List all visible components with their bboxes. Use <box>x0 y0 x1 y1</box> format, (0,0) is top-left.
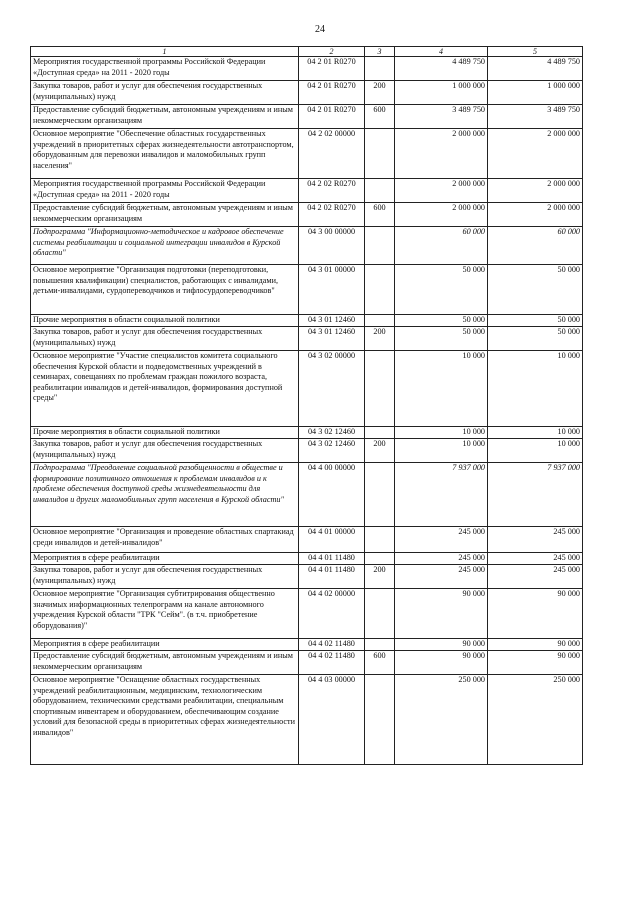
row-type-cell <box>365 351 395 427</box>
row-type-cell <box>365 315 395 327</box>
row-name-cell: Предоставление субсидий бюджетным, автономным учреждениям и иным некоммерческим организациям <box>31 651 299 675</box>
row-name-cell: Мероприятия в сфере реабилитации <box>31 639 299 651</box>
row-code-cell: 04 2 01 R0270 <box>299 105 365 129</box>
row-value-col4-cell: 60 000 <box>395 227 488 265</box>
table-row <box>31 589 583 639</box>
row-code-cell: 04 2 01 R0270 <box>299 57 365 81</box>
row-code-cell: 04 3 01 00000 <box>299 265 365 315</box>
row-code-cell: 04 4 02 11480 <box>299 651 365 675</box>
row-value-col5-cell: 2 000 000 <box>488 179 583 203</box>
table-row <box>31 203 583 227</box>
row-name-cell: Основное мероприятие "Организация и проведение областных спартакиад среди инвалидов и детей-инвалидов" <box>31 527 299 553</box>
table-row <box>31 315 583 327</box>
row-value-col4-cell: 245 000 <box>395 527 488 553</box>
row-value-col4-cell: 250 000 <box>395 675 488 765</box>
row-type-cell <box>365 589 395 639</box>
table-row <box>31 675 583 765</box>
row-name-cell: Мероприятия в сфере реабилитации <box>31 553 299 565</box>
row-value-col4-cell: 3 489 750 <box>395 105 488 129</box>
table-body <box>31 57 583 765</box>
row-name-cell: Прочие мероприятия в области социальной политики <box>31 427 299 439</box>
row-value-col4-cell: 10 000 <box>395 439 488 463</box>
row-value-col5-cell: 50 000 <box>488 327 583 351</box>
row-type-cell <box>365 639 395 651</box>
row-type-cell: 200 <box>365 439 395 463</box>
row-value-col5-cell: 50 000 <box>488 265 583 315</box>
row-value-col5-cell: 90 000 <box>488 651 583 675</box>
row-code-cell: 04 4 01 00000 <box>299 527 365 553</box>
row-name-cell: Мероприятия государственной программы Российской Федерации «Доступная среда» на 2011 - 2020 годы <box>31 57 299 81</box>
row-name-cell: Основное мероприятие "Участие специалистов комитета социального обеспечения Курской области и подведомственных учреждений в семинарах, совещаниях по проблемам граждан пожилого возраста, реабилитации инвалидов и детей-инвалидов, формирования доступной среды" <box>31 351 299 427</box>
row-type-cell: 200 <box>365 565 395 589</box>
row-value-col5-cell: 250 000 <box>488 675 583 765</box>
row-name-cell: Закупка товаров, работ и услуг для обеспечения государственных (муниципальных) нужд <box>31 327 299 351</box>
row-value-col5-cell: 245 000 <box>488 553 583 565</box>
row-value-col5-cell: 90 000 <box>488 589 583 639</box>
row-value-col5-cell: 2 000 000 <box>488 203 583 227</box>
row-name-cell: Закупка товаров, работ и услуг для обеспечения государственных (муниципальных) нужд <box>31 439 299 463</box>
row-type-cell <box>365 265 395 315</box>
table-row <box>31 439 583 463</box>
row-code-cell: 04 4 03 00000 <box>299 675 365 765</box>
row-value-col4-cell: 1 000 000 <box>395 81 488 105</box>
row-value-col4-cell: 4 489 750 <box>395 57 488 81</box>
row-code-cell: 04 3 02 12460 <box>299 439 365 463</box>
row-code-cell: 04 4 01 11480 <box>299 553 365 565</box>
table-row <box>31 227 583 265</box>
row-type-cell: 600 <box>365 105 395 129</box>
row-type-cell <box>365 179 395 203</box>
row-name-cell: Основное мероприятие "Обеспечение областных государственных учреждений в приоритетных сферах жизнедеятельности автотранспортом, оборудованным для перевозки инвалидов и маломобильных групп населения" <box>31 129 299 179</box>
row-name-cell: Предоставление субсидий бюджетным, автономным учреждениям и иным некоммерческим организациям <box>31 203 299 227</box>
row-code-cell: 04 3 00 00000 <box>299 227 365 265</box>
table-row <box>31 463 583 527</box>
table-row <box>31 351 583 427</box>
row-type-cell <box>365 553 395 565</box>
row-value-col5-cell: 10 000 <box>488 427 583 439</box>
table-header-row <box>31 47 583 57</box>
row-code-cell: 04 3 01 12460 <box>299 327 365 351</box>
row-value-col4-cell: 245 000 <box>395 553 488 565</box>
row-value-col5-cell: 3 489 750 <box>488 105 583 129</box>
row-name-cell: Закупка товаров, работ и услуг для обеспечения государственных (муниципальных) нужд <box>31 565 299 589</box>
table-row <box>31 639 583 651</box>
row-type-cell <box>365 227 395 265</box>
row-type-cell <box>365 527 395 553</box>
table-row <box>31 327 583 351</box>
row-value-col4-cell: 50 000 <box>395 315 488 327</box>
row-name-cell: Основное мероприятие "Организация подготовки (переподготовки, повышения квалификации) специалистов, работающих с инвалидами, детьми-инвалидами, сурдопереводчиков и тифлосурдопереводчиков" <box>31 265 299 315</box>
header-col-4: 4 <box>395 47 488 57</box>
row-code-cell: 04 4 02 11480 <box>299 639 365 651</box>
row-value-col5-cell: 4 489 750 <box>488 57 583 81</box>
row-value-col4-cell: 7 937 000 <box>395 463 488 527</box>
row-code-cell: 04 4 02 00000 <box>299 589 365 639</box>
row-name-cell: Предоставление субсидий бюджетным, автономным учреждениям и иным некоммерческим организациям <box>31 105 299 129</box>
row-type-cell: 200 <box>365 327 395 351</box>
table-row <box>31 129 583 179</box>
row-value-col4-cell: 10 000 <box>395 351 488 427</box>
row-value-col5-cell: 245 000 <box>488 527 583 553</box>
row-code-cell: 04 2 02 R0270 <box>299 203 365 227</box>
row-type-cell: 600 <box>365 203 395 227</box>
row-value-col4-cell: 2 000 000 <box>395 179 488 203</box>
table-row <box>31 265 583 315</box>
row-name-cell: Прочие мероприятия в области социальной политики <box>31 315 299 327</box>
row-value-col5-cell: 2 000 000 <box>488 129 583 179</box>
row-code-cell: 04 2 02 R0270 <box>299 179 365 203</box>
row-code-cell: 04 2 02 00000 <box>299 129 365 179</box>
row-code-cell: 04 3 01 12460 <box>299 315 365 327</box>
header-col-3: 3 <box>365 47 395 57</box>
table-row <box>31 427 583 439</box>
row-type-cell: 200 <box>365 81 395 105</box>
row-type-cell <box>365 463 395 527</box>
row-value-col4-cell: 50 000 <box>395 265 488 315</box>
row-value-col4-cell: 50 000 <box>395 327 488 351</box>
table-row <box>31 179 583 203</box>
header-col-2: 2 <box>299 47 365 57</box>
table-row <box>31 105 583 129</box>
table-row <box>31 565 583 589</box>
row-value-col4-cell: 10 000 <box>395 427 488 439</box>
row-code-cell: 04 2 01 R0270 <box>299 81 365 105</box>
table-row <box>31 57 583 81</box>
budget-table <box>30 46 583 765</box>
row-value-col5-cell: 60 000 <box>488 227 583 265</box>
row-type-cell <box>365 675 395 765</box>
row-code-cell: 04 3 02 00000 <box>299 351 365 427</box>
row-type-cell <box>365 427 395 439</box>
row-value-col5-cell: 245 000 <box>488 565 583 589</box>
row-value-col5-cell: 10 000 <box>488 351 583 427</box>
row-value-col4-cell: 245 000 <box>395 565 488 589</box>
row-code-cell: 04 4 01 11480 <box>299 565 365 589</box>
table-row <box>31 553 583 565</box>
page-number: 24 <box>315 24 325 35</box>
row-value-col5-cell: 7 937 000 <box>488 463 583 527</box>
row-code-cell: 04 4 00 00000 <box>299 463 365 527</box>
row-code-cell: 04 3 02 12460 <box>299 427 365 439</box>
row-type-cell <box>365 129 395 179</box>
header-col-1: 1 <box>31 47 299 57</box>
row-value-col5-cell: 10 000 <box>488 439 583 463</box>
row-value-col4-cell: 90 000 <box>395 639 488 651</box>
row-name-cell: Подпрограмма "Информационно-методическое и кадровое обеспечение системы реабилитации и социальной интеграции инвалидов в Курской области" <box>31 227 299 265</box>
row-name-cell: Основное мероприятие "Оснащение областных государственных учреждений реабилитационным, медицинским, технологическим оборудованием, техническими средствами реабилитации, специальным спортивным инвентарем и оборудованием, обеспечивающим создание условий для безопасной среды в приоритетных сферах жизнедеятельности инвалидов" <box>31 675 299 765</box>
row-type-cell <box>365 57 395 81</box>
table-row <box>31 527 583 553</box>
table-row <box>31 81 583 105</box>
row-name-cell: Мероприятия государственной программы Российской Федерации «Доступная среда» на 2011 - 2020 годы <box>31 179 299 203</box>
row-value-col5-cell: 90 000 <box>488 639 583 651</box>
row-type-cell: 600 <box>365 651 395 675</box>
table-row <box>31 651 583 675</box>
row-value-col5-cell: 50 000 <box>488 315 583 327</box>
row-value-col5-cell: 1 000 000 <box>488 81 583 105</box>
row-name-cell: Основное мероприятие "Организация субтитрирования общественно значимых информационных телепрограмм на канале автономного учреждения Курской области "ТРК "Сейм". (в т.ч. приобретение оборудования)" <box>31 589 299 639</box>
row-value-col4-cell: 2 000 000 <box>395 203 488 227</box>
row-name-cell: Подпрограмма "Преодоление социальной разобщенности в обществе и формирование позитивного отношения к проблемам инвалидов и к проблеме обеспечения доступной среды жизнедеятельности для инвалидов и других маломобильных групп населения в Курской области" <box>31 463 299 527</box>
row-name-cell: Закупка товаров, работ и услуг для обеспечения государственных (муниципальных) нужд <box>31 81 299 105</box>
row-value-col4-cell: 90 000 <box>395 589 488 639</box>
header-col-5: 5 <box>488 47 583 57</box>
row-value-col4-cell: 2 000 000 <box>395 129 488 179</box>
row-value-col4-cell: 90 000 <box>395 651 488 675</box>
